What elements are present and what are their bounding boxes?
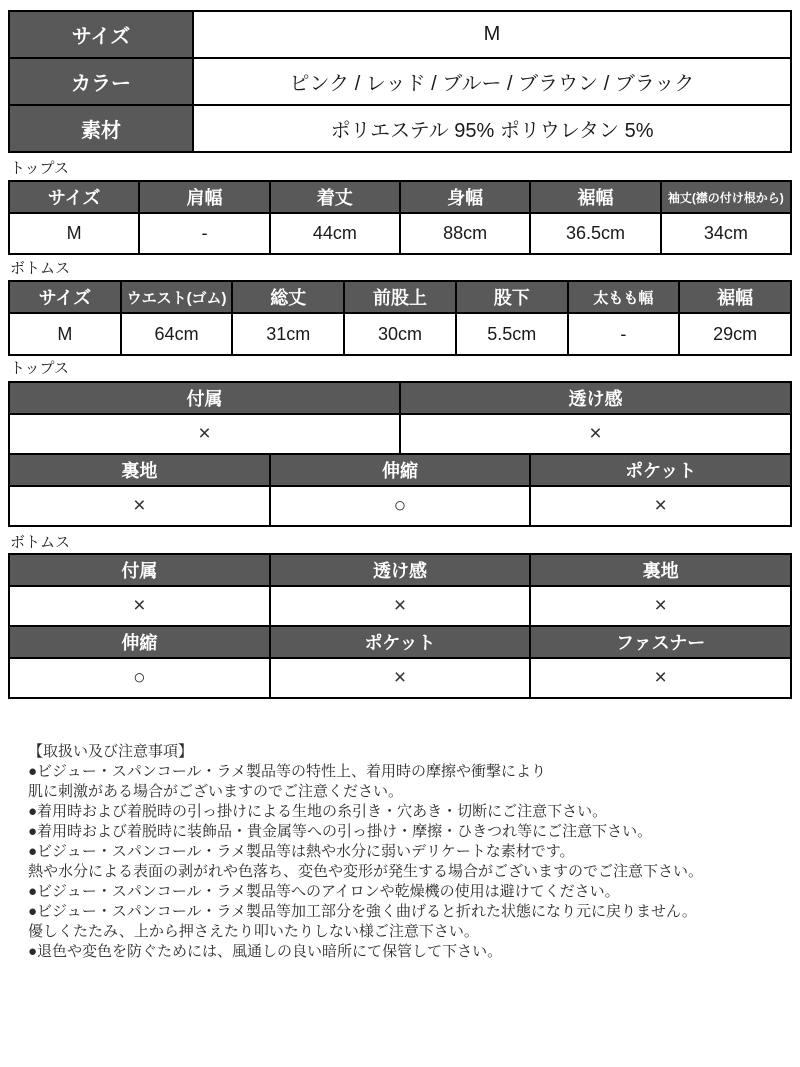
table-row (10, 214, 790, 253)
care-note-line: ●ビジュー・スパンコール・ラメ製品等の特性上、着用時の摩擦や衝撃により (28, 763, 547, 780)
tops-shoulder-header: 肩幅 (140, 182, 268, 212)
tops-pocket-header: ポケット (531, 455, 790, 485)
table-row (10, 59, 790, 104)
tops-sleeve-header: 袖丈(襟の付け根から) (662, 182, 790, 212)
product-spec-table (8, 10, 792, 153)
care-note-line: ●ビジュー・スパンコール・ラメ製品等へのアイロンや乾燥機の使用は避けてください。 (28, 883, 620, 900)
tops-stretch-header: 伸縮 (271, 455, 530, 485)
tops-accessory-header: 付属 (10, 383, 399, 413)
bottoms-stretch-header: 伸縮 (10, 627, 269, 657)
bottoms-stretch-value: ○ (10, 659, 269, 697)
table-row (10, 12, 790, 57)
spec-material-label: 素材 (10, 106, 192, 151)
bottoms-thigh-value: - (569, 314, 679, 354)
tops-lining-value: × (10, 487, 269, 525)
tops-lining-header: 裏地 (10, 455, 269, 485)
bottoms-thigh-header: 太もも幅 (569, 282, 679, 312)
bottoms-pocket-value: × (271, 659, 530, 697)
section-label-tops-measurements: トップス (10, 160, 69, 177)
bottoms-lining-header: 裏地 (531, 555, 790, 585)
care-note-line: ●着用時および着脱時に装飾品・貴金属等への引っ掛け・摩擦・ひきつれ等にご注意下さい。 (28, 823, 653, 840)
table-header-row (10, 555, 790, 585)
bottoms-hemwidth-header: 裾幅 (680, 282, 790, 312)
bottoms-frontrise-header: 前股上 (345, 282, 455, 312)
table-row (10, 487, 790, 525)
care-note-line: ●退色や変色を防ぐためには、風通しの良い暗所にて保管して下さい。 (28, 943, 503, 960)
bottoms-lining-value: × (531, 587, 790, 625)
bottoms-frontrise-value: 30cm (345, 314, 455, 354)
bottoms-accessory-value: × (10, 587, 269, 625)
section-label-bottoms-features: ボトムス (10, 534, 71, 551)
table-row (10, 587, 790, 625)
tops-sheerness-header: 透け感 (401, 383, 790, 413)
bottoms-accessory-header: 付属 (10, 555, 269, 585)
care-note-line: 熱や水分による表面の剥がれや色落ち、変色や変形が発生する場合がございますのでご注意下さい。 (28, 863, 704, 880)
tops-bodywidth-value: 88cm (401, 214, 529, 253)
care-notes (28, 742, 794, 962)
tops-sleeve-value: 34cm (662, 214, 790, 253)
bottoms-size-header: サイズ (10, 282, 120, 312)
tops-sheerness-value: × (401, 415, 790, 453)
section-label-tops-features: トップス (10, 360, 69, 377)
tops-size-value: M (10, 214, 138, 253)
bottoms-zipper-header: ファスナー (531, 627, 790, 657)
bottoms-zipper-value: × (531, 659, 790, 697)
tops-size-table (8, 180, 792, 255)
table-header-row (10, 383, 790, 413)
bottoms-inseam-value: 5.5cm (457, 314, 567, 354)
bottoms-pocket-header: ポケット (271, 627, 530, 657)
care-note-line: ●ビジュー・スパンコール・ラメ製品等加工部分を強く曲げると折れた状態になり元に戻りません。 (28, 903, 697, 920)
bottoms-sheerness-value: × (271, 587, 530, 625)
tops-pocket-value: × (531, 487, 790, 525)
spec-size-label: サイズ (10, 12, 192, 57)
bottoms-hemwidth-value: 29cm (680, 314, 790, 354)
tops-features-table (8, 381, 792, 527)
bottoms-totallength-header: 総丈 (233, 282, 343, 312)
bottoms-size-table (8, 280, 792, 356)
tops-shoulder-value: - (140, 214, 268, 253)
care-note-line: 優しくたたみ、上から押さえたり叩いたりしない様ご注意下さい。 (28, 923, 479, 940)
spec-color-value: ピンク / レッド / ブルー / ブラウン / ブラック (194, 59, 790, 104)
table-header-row (10, 455, 790, 485)
table-row (10, 659, 790, 697)
bottoms-waist-value: 64cm (122, 314, 232, 354)
bottoms-inseam-header: 股下 (457, 282, 567, 312)
spec-size-value: M (194, 12, 790, 57)
bottoms-features-table (8, 553, 792, 699)
bottoms-size-value: M (10, 314, 120, 354)
care-note-line: ●ビジュー・スパンコール・ラメ製品等は熱や水分に弱いデリケートな素材です。 (28, 843, 575, 860)
bottoms-waist-header: ウエスト(ゴム) (122, 282, 232, 312)
table-header-row (10, 627, 790, 657)
tops-accessory-value: × (10, 415, 399, 453)
table-row (10, 314, 790, 354)
bottoms-sheerness-header: 透け感 (271, 555, 530, 585)
tops-bodywidth-header: 身幅 (401, 182, 529, 212)
care-note-line: ●着用時および着脱時の引っ掛けによる生地の糸引き・穴あき・切断にご注意下さい。 (28, 803, 608, 820)
spec-material-value: ポリエステル 95% ポリウレタン 5% (194, 106, 790, 151)
table-header-row (10, 182, 790, 212)
care-notes-title: 【取扱い及び注意事項】 (28, 743, 194, 760)
tops-stretch-value: ○ (271, 487, 530, 525)
tops-length-header: 着丈 (271, 182, 399, 212)
spec-color-label: カラー (10, 59, 192, 104)
tops-hemwidth-value: 36.5cm (531, 214, 659, 253)
section-label-bottoms-measurements: ボトムス (10, 260, 71, 277)
bottoms-totallength-value: 31cm (233, 314, 343, 354)
tops-size-header: サイズ (10, 182, 138, 212)
table-row (10, 106, 790, 151)
table-header-row (10, 282, 790, 312)
tops-hemwidth-header: 裾幅 (531, 182, 659, 212)
tops-length-value: 44cm (271, 214, 399, 253)
table-row (10, 415, 790, 453)
care-note-line: 肌に刺激がある場合がございますのでご注意ください。 (28, 783, 404, 800)
